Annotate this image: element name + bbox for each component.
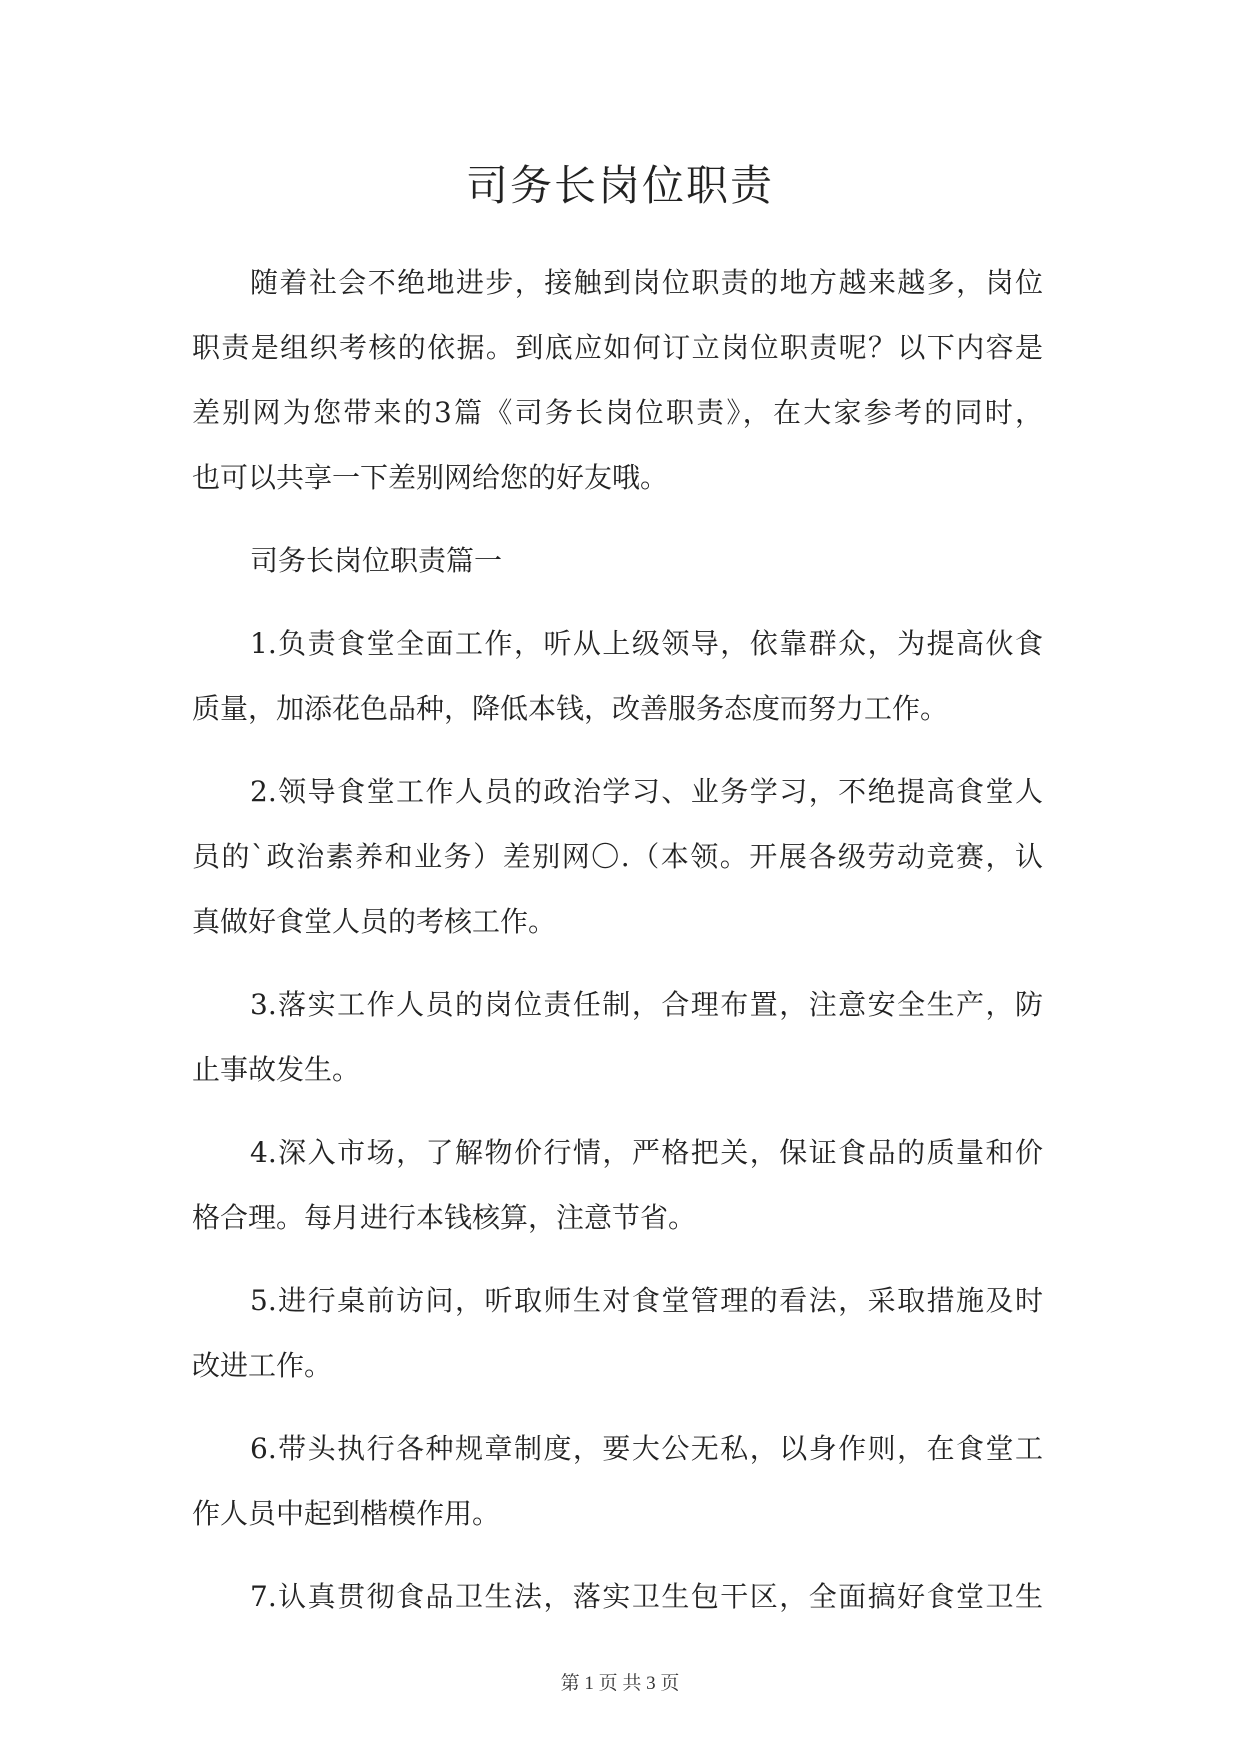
text-line: 也可以共享一下差别网给您的好友哦。 (192, 461, 669, 494)
text-line: 改进工作。 (192, 1349, 333, 1382)
text-line: 差别网为您带来的3篇《司务长岗位职责》，在大家参考的同时， (192, 396, 1043, 429)
text-line: 5.进行桌前访问，听取师生对食堂管理的看法，采取措施及时 (250, 1284, 1043, 1317)
paragraph (192, 1564, 1043, 1629)
paragraph (192, 1416, 1043, 1546)
text-line: 真做好食堂人员的考核工作。 (192, 905, 557, 938)
text-line: 格合理。每月进行本钱核算，注意节省。 (192, 1201, 697, 1234)
paragraph (192, 759, 1043, 954)
paragraph (192, 972, 1043, 1102)
text-line: 6.带头执行各种规章制度，要大公无私，以身作则，在食堂工 (250, 1432, 1043, 1465)
text-line: 7.认真贯彻食品卫生法，落实卫生包干区，全面搞好食堂卫生 (250, 1580, 1043, 1613)
paragraph (192, 250, 1043, 510)
document-body (192, 250, 1043, 1647)
text-line: 质量，加添花色品种，降低本钱，改善服务态度而努力工作。 (192, 692, 949, 725)
page-footer: 第 1 页 共 3 页 (560, 1673, 680, 1694)
text-line: 4.深入市场，了解物价行情，严格把关，保证食品的质量和价 (250, 1136, 1043, 1169)
text-line: 作人员中起到楷模作用。 (192, 1497, 501, 1530)
text-line: 随着社会不绝地进步，接触到岗位职责的地方越来越多，岗位 (250, 266, 1043, 299)
paragraph (192, 611, 1043, 741)
paragraph (192, 1120, 1043, 1250)
text-line: 职责是组织考核的依据。到底应如何订立岗位职责呢？以下内容是 (192, 331, 1043, 364)
text-line: 3.落实工作人员的岗位责任制，合理布置，注意安全生产，防 (250, 988, 1043, 1021)
paragraph (192, 1268, 1043, 1398)
text-line: 员的`政治素养和业务）差别网〇.（本领。开展各级劳动竞赛，认 (192, 840, 1043, 873)
text-line: 司务长岗位职责篇一 (250, 544, 503, 577)
text-line: 1.负责食堂全面工作，听从上级领导，依靠群众，为提高伙食 (250, 627, 1043, 660)
document-title: 司务长岗位职责 (465, 161, 774, 210)
text-line: 2.领导食堂工作人员的政治学习、业务学习，不绝提高食堂人 (250, 775, 1043, 808)
text-line: 止事故发生。 (192, 1053, 361, 1086)
section-heading (192, 528, 1043, 593)
